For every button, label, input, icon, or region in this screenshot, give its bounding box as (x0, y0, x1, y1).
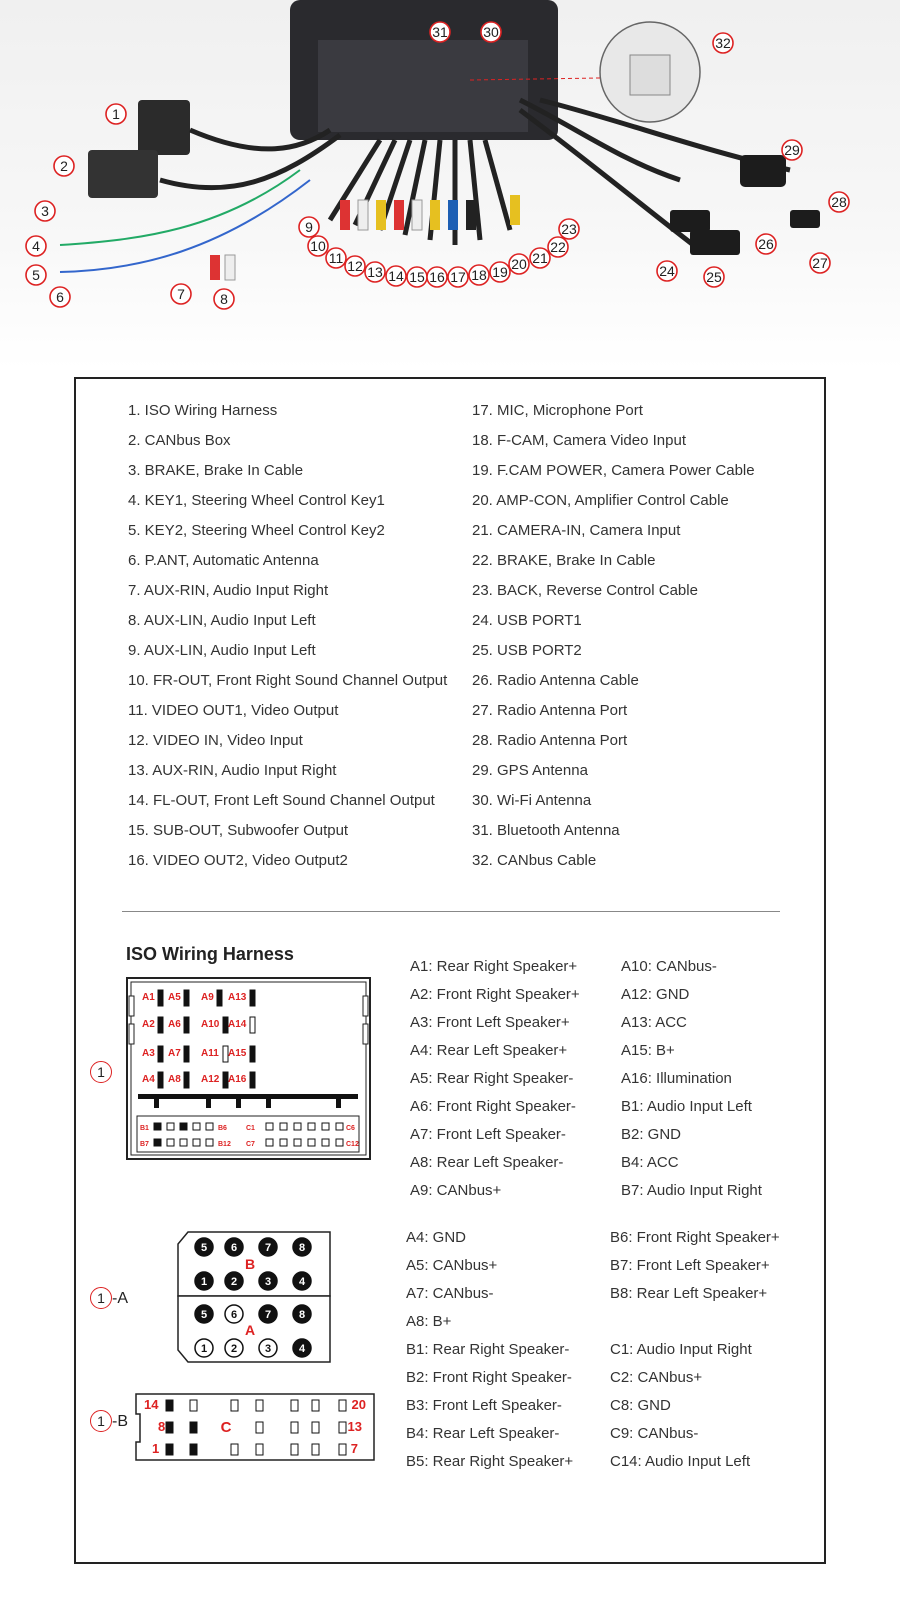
pin-item: B1: Audio Input Left (621, 1098, 752, 1115)
pin-label-A2: A2 (142, 1019, 155, 1030)
pin-square (294, 1139, 301, 1146)
pin-label-A4: A4 (142, 1074, 155, 1085)
pin-square (154, 1139, 161, 1146)
iso-connector-1a (176, 1230, 336, 1366)
pin-item (610, 1308, 780, 1336)
round-pin-b-top-6 (225, 1238, 243, 1256)
legend-item: 12. VIDEO IN, Video Input (128, 732, 303, 749)
group-label-b: B (244, 1256, 256, 1272)
pin-A13 (250, 990, 255, 1006)
svg-text:5: 5 (200, 1242, 208, 1254)
callout-label: 6 (56, 289, 64, 305)
pin-item: A8: Rear Left Speaker- (410, 1154, 564, 1171)
pin-label-A14: A14 (228, 1019, 247, 1030)
legend-item: 16. VIDEO OUT2, Video Output2 (128, 852, 348, 869)
pin-item: A12: GND (621, 986, 690, 1003)
legend-item: 24. USB PORT1 (472, 612, 582, 629)
legend-item: 32. CANbus Cable (472, 852, 597, 869)
product-photo (0, 0, 900, 370)
rect-pin (231, 1444, 238, 1455)
pin-number-20: 20 (351, 1397, 366, 1412)
pin-item: C2: CANbus+ (610, 1369, 703, 1386)
legend-item: 13. AUX-RIN, Audio Input Right (128, 762, 337, 779)
iso-section-title: ISO Wiring Harness (126, 944, 294, 964)
callout-label: 19 (492, 264, 508, 280)
pin-label-A9: A9 (201, 992, 214, 1003)
callout-label: 31 (432, 24, 448, 40)
pin-A1 (158, 990, 163, 1006)
svg-text:1: 1 (200, 1276, 208, 1288)
callout-31 (430, 22, 450, 42)
callout-label: 23 (561, 221, 577, 237)
round-pin-b-mid-2 (225, 1272, 243, 1290)
pin-square (167, 1123, 174, 1130)
pin-square (266, 1123, 273, 1130)
callout-10 (308, 236, 328, 256)
callout-label: 21 (532, 250, 548, 266)
callout-label: 14 (388, 268, 404, 284)
round-pin-a-bot-2 (225, 1339, 243, 1357)
legend-item: 20. AMP-CON, Amplifier Control Cable (472, 492, 729, 509)
svg-text:2: 2 (230, 1343, 238, 1355)
round-pin-b-mid-3 (259, 1272, 277, 1290)
callout-label: 32 (715, 35, 731, 51)
pin-square (336, 1123, 343, 1130)
pin-A2 (158, 1017, 163, 1033)
pin-label-C1: C1 (246, 1125, 255, 1132)
group-label-c: C (220, 1419, 232, 1436)
svg-text:3: 3 (264, 1343, 272, 1355)
pin-A7 (184, 1046, 189, 1062)
pin-A15 (250, 1046, 255, 1062)
rect-pin (166, 1422, 173, 1433)
round-pin-b-mid-4 (293, 1272, 311, 1290)
pin-A16 (250, 1072, 255, 1088)
callout-label: 9 (305, 219, 313, 235)
callout-19 (490, 262, 510, 282)
svg-text:1: 1 (200, 1343, 208, 1355)
pin-label-B12: B12 (218, 1141, 231, 1148)
callout-27 (810, 253, 830, 273)
pin-item: A8: B+ (406, 1313, 452, 1330)
callout-label: 27 (812, 255, 828, 271)
pin-label-A6: A6 (168, 1019, 181, 1030)
pin-label-A15: A15 (228, 1048, 247, 1059)
pin-item: A10: CANbus- (621, 958, 717, 975)
pin-label-A11: A11 (201, 1048, 219, 1059)
callout-label: 16 (429, 269, 445, 285)
legend-item: 1. ISO Wiring Harness (128, 402, 278, 419)
pin-item: A9: CANbus+ (410, 1182, 502, 1199)
pin-item: B1: Rear Right Speaker- (406, 1341, 570, 1358)
callout-18 (469, 265, 489, 285)
pin-A4 (158, 1072, 163, 1088)
callout-13 (365, 262, 385, 282)
svg-text:8: 8 (298, 1242, 306, 1254)
svg-text:4: 4 (298, 1343, 306, 1355)
legend-item: 21. CAMERA-IN, Camera Input (472, 522, 681, 539)
tag-connector-1: 1 (90, 1061, 112, 1083)
rect-pin (231, 1400, 238, 1411)
rect-pin (339, 1444, 346, 1455)
pin-number-8: 8 (158, 1419, 166, 1434)
callout-label: 18 (471, 267, 487, 283)
callout-11 (326, 248, 346, 268)
pin-label-B1: B1 (140, 1125, 149, 1132)
pin-A9 (217, 990, 222, 1006)
callout-20 (509, 254, 529, 274)
round-pin-a-low-5 (195, 1305, 213, 1323)
round-pin-a-low-8 (293, 1305, 311, 1323)
callout-8 (214, 289, 234, 309)
round-pin-a-bot-1 (195, 1339, 213, 1357)
legend-item: 23. BACK, Reverse Control Cable (472, 582, 698, 599)
pin-label-A1: A1 (142, 992, 155, 1003)
pin-label-A10: A10 (201, 1019, 220, 1030)
callout-22 (548, 237, 568, 257)
callout-2 (54, 156, 74, 176)
pin-item: B6: Front Right Speaker+ (610, 1229, 780, 1246)
pin-A6 (184, 1017, 189, 1033)
legend-item: 26. Radio Antenna Cable (472, 672, 639, 689)
pin-label-B6: B6 (218, 1125, 227, 1132)
rect-pin (190, 1444, 197, 1455)
callout-23 (559, 219, 579, 239)
callout-label: 22 (550, 239, 566, 255)
rect-pin (166, 1400, 173, 1411)
rect-pin (291, 1422, 298, 1433)
legend-item: 27. Radio Antenna Port (472, 702, 628, 719)
rect-pin (256, 1400, 263, 1411)
callout-label: 28 (831, 194, 847, 210)
callout-label: 26 (758, 236, 774, 252)
callout-24 (657, 261, 677, 281)
pin-A3 (158, 1046, 163, 1062)
pin-label-A7: A7 (168, 1048, 181, 1059)
rect-pin (312, 1422, 319, 1433)
pin-label-C12: C12 (346, 1141, 359, 1148)
legend-panel (74, 377, 826, 1564)
callout-15 (407, 267, 427, 287)
callout-label: 7 (177, 286, 185, 302)
legend-item: 6. P.ANT, Automatic Antenna (128, 552, 319, 569)
pin-list-connector-1a (406, 1224, 573, 1476)
callout-label: 1 (112, 106, 120, 122)
legend-item: 17. MIC, Microphone Port (472, 402, 643, 419)
svg-text:7: 7 (264, 1309, 272, 1321)
pin-item: A5: CANbus+ (406, 1257, 498, 1274)
pin-item: C9: CANbus- (610, 1425, 699, 1442)
pin-square (322, 1123, 329, 1130)
pin-item: A3: Front Left Speaker+ (410, 1014, 570, 1031)
pin-item: A4: GND (406, 1229, 467, 1246)
canbus-box (88, 150, 158, 198)
round-pin-a-bot-3 (259, 1339, 277, 1357)
rect-pin (190, 1422, 197, 1433)
callout-5 (26, 265, 46, 285)
pin-item: B7: Front Left Speaker+ (610, 1257, 770, 1274)
pin-number-13: 13 (347, 1419, 362, 1434)
svg-text:8: 8 (298, 1309, 306, 1321)
pin-number-1: 1 (152, 1441, 160, 1456)
pin-A5 (184, 990, 189, 1006)
legend-item: 4. KEY1, Steering Wheel Control Key1 (128, 492, 385, 509)
rect-pin (312, 1444, 319, 1455)
divider (122, 911, 780, 912)
pin-item: B3: Front Left Speaker- (406, 1397, 562, 1414)
tag-connector-1a: 1 -A (90, 1287, 128, 1309)
rect-pin (256, 1444, 263, 1455)
gps-antenna (740, 155, 786, 187)
pin-label-C7: C7 (246, 1141, 255, 1148)
round-pin-b-top-7 (259, 1238, 277, 1256)
rect-pin (190, 1400, 197, 1411)
legend-item: 7. AUX-RIN, Audio Input Right (128, 582, 329, 599)
rect-pin (312, 1400, 319, 1411)
pin-square (266, 1139, 273, 1146)
pin-square (167, 1139, 174, 1146)
wiring-illustration (0, 0, 900, 370)
callout-16 (427, 267, 447, 287)
callout-label: 12 (347, 258, 363, 274)
callout-label: 30 (483, 24, 499, 40)
pin-list-connector-1b (610, 1224, 780, 1476)
callout-3 (35, 201, 55, 221)
pin-label-A16: A16 (228, 1074, 247, 1085)
legend-item: 19. F.CAM POWER, Camera Power Cable (472, 462, 755, 479)
legend-item: 14. FL-OUT, Front Left Sound Channel Output (128, 792, 435, 809)
callout-28 (829, 192, 849, 212)
svg-text:7: 7 (264, 1242, 272, 1254)
round-pin-a-low-6 (225, 1305, 243, 1323)
pin-item: B2: Front Right Speaker- (406, 1369, 572, 1386)
pin-item: A13: ACC (621, 1014, 687, 1031)
pin-square (308, 1123, 315, 1130)
pin-item: B8: Rear Left Speaker+ (610, 1285, 768, 1302)
svg-text:5: 5 (200, 1309, 208, 1321)
rect-pin (291, 1444, 298, 1455)
pin-item: B7: Audio Input Right (621, 1182, 762, 1199)
legend-item: 31. Bluetooth Antenna (472, 822, 620, 839)
pin-label-B7: B7 (140, 1141, 149, 1148)
legend-item: 30. Wi-Fi Antenna (472, 792, 592, 809)
radio-antenna-port (790, 210, 820, 228)
svg-text:3: 3 (264, 1276, 272, 1288)
legend-right-column (472, 396, 755, 876)
pin-square (193, 1123, 200, 1130)
legend-item: 25. USB PORT2 (472, 642, 582, 659)
pin-square (336, 1139, 343, 1146)
legend-item: 10. FR-OUT, Front Right Sound Channel Output (128, 672, 448, 689)
legend-item: 2. CANbus Box (128, 432, 231, 449)
rect-pin (291, 1400, 298, 1411)
pin-square (193, 1139, 200, 1146)
callout-21 (530, 248, 550, 268)
pin-item: A5: Rear Right Speaker- (410, 1070, 574, 1087)
legend-item: 11. VIDEO OUT1, Video Output (128, 702, 339, 719)
svg-text:6: 6 (230, 1309, 238, 1321)
callout-label: 5 (32, 267, 40, 283)
callout-30 (481, 22, 501, 42)
pin-square (322, 1139, 329, 1146)
pin-item: A4: Rear Left Speaker+ (410, 1042, 568, 1059)
legend-item: 3. BRAKE, Brake In Cable (128, 462, 304, 479)
svg-text:2: 2 (230, 1276, 238, 1288)
pin-label-A8: A8 (168, 1074, 181, 1085)
callout-label: 2 (60, 158, 68, 174)
pin-label-A12: A12 (201, 1074, 220, 1085)
callout-label: 29 (784, 142, 800, 158)
pin-label-C6: C6 (346, 1125, 355, 1132)
callout-label: 15 (409, 269, 425, 285)
pin-item: A15: B+ (621, 1042, 675, 1059)
pin-A8 (184, 1072, 189, 1088)
round-pin-b-top-8 (293, 1238, 311, 1256)
callout-32 (713, 33, 733, 53)
pin-item: B4: ACC (621, 1154, 679, 1171)
pin-square (206, 1139, 213, 1146)
callout-29 (782, 140, 802, 160)
pin-square (154, 1123, 161, 1130)
pin-label-A13: A13 (228, 992, 247, 1003)
legend-item: 5. KEY2, Steering Wheel Control Key2 (128, 522, 385, 539)
rect-pin (339, 1422, 346, 1433)
pin-square (280, 1123, 287, 1130)
pin-item: C8: GND (610, 1397, 671, 1414)
pin-square (294, 1123, 301, 1130)
usb-port (690, 230, 740, 255)
round-pin-a-bot-4 (293, 1339, 311, 1357)
pin-number-14: 14 (144, 1397, 159, 1412)
round-pin-b-top-5 (195, 1238, 213, 1256)
callout-label: 4 (32, 238, 40, 254)
pin-A14 (250, 1017, 255, 1033)
callout-label: 8 (220, 291, 228, 307)
pin-item: A16: Illumination (621, 1070, 732, 1087)
rect-pin (166, 1444, 173, 1455)
legend-item: 29. GPS Antenna (472, 762, 588, 779)
pin-label-A3: A3 (142, 1048, 155, 1059)
callout-26 (756, 234, 776, 254)
pin-item: C14: Audio Input Left (610, 1453, 751, 1470)
callout-1 (106, 104, 126, 124)
callout-label: 25 (706, 269, 722, 285)
rect-pin (339, 1400, 346, 1411)
legend-left-column (128, 396, 447, 876)
callout-label: 20 (511, 256, 527, 272)
callout-label: 11 (328, 250, 344, 266)
callout-7 (171, 284, 191, 304)
legend-item: 15. SUB-OUT, Subwoofer Output (128, 822, 349, 839)
callout-label: 13 (367, 264, 383, 280)
pin-item: B4: Rear Left Speaker- (406, 1425, 560, 1442)
callout-6 (50, 287, 70, 307)
round-pin-a-low-7 (259, 1305, 277, 1323)
legend-item: 9. AUX-LIN, Audio Input Left (128, 642, 316, 659)
callout-17 (448, 267, 468, 287)
pin-label-A5: A5 (168, 992, 181, 1003)
pin-item: A2: Front Right Speaker+ (410, 986, 580, 1003)
callout-label: 3 (41, 203, 49, 219)
pin-list-connector-1-b (621, 953, 762, 1205)
callout-14 (386, 266, 406, 286)
iso-connector-1b (134, 1392, 376, 1464)
callout-label: 10 (310, 238, 326, 254)
pin-square (206, 1123, 213, 1130)
callout-4 (26, 236, 46, 256)
pin-item: C1: Audio Input Right (610, 1341, 752, 1358)
pin-item: B5: Rear Right Speaker+ (406, 1453, 574, 1470)
svg-text:6: 6 (230, 1242, 238, 1254)
pin-square (180, 1139, 187, 1146)
pin-item: A1: Rear Right Speaker+ (410, 958, 578, 975)
callout-25 (704, 267, 724, 287)
legend-item: 18. F-CAM, Camera Video Input (472, 432, 686, 449)
pin-item: A6: Front Right Speaker- (410, 1098, 576, 1115)
svg-text:4: 4 (298, 1276, 306, 1288)
pin-square (308, 1139, 315, 1146)
pin-number-7: 7 (350, 1441, 358, 1456)
pin-item: A7: CANbus- (406, 1285, 494, 1302)
legend-item: 28. Radio Antenna Port (472, 732, 628, 749)
callout-9 (299, 217, 319, 237)
iso-harness-plug (138, 100, 190, 155)
legend-item: 22. BRAKE, Brake In Cable (472, 552, 656, 569)
pin-list-connector-1-a (410, 953, 580, 1205)
callout-label: 24 (659, 263, 675, 279)
group-label-a: A (244, 1322, 256, 1338)
tag-connector-1b: 1 -B (90, 1410, 128, 1432)
pin-square (280, 1139, 287, 1146)
pin-square (180, 1123, 187, 1130)
callout-12 (345, 256, 365, 276)
pin-item: B2: GND (621, 1126, 682, 1143)
callout-label: 17 (450, 269, 466, 285)
iso-connector-1 (126, 976, 372, 1162)
rect-pin (256, 1422, 263, 1433)
round-pin-b-mid-1 (195, 1272, 213, 1290)
pin-item: A7: Front Left Speaker- (410, 1126, 566, 1143)
legend-item: 8. AUX-LIN, Audio Input Left (128, 612, 316, 629)
